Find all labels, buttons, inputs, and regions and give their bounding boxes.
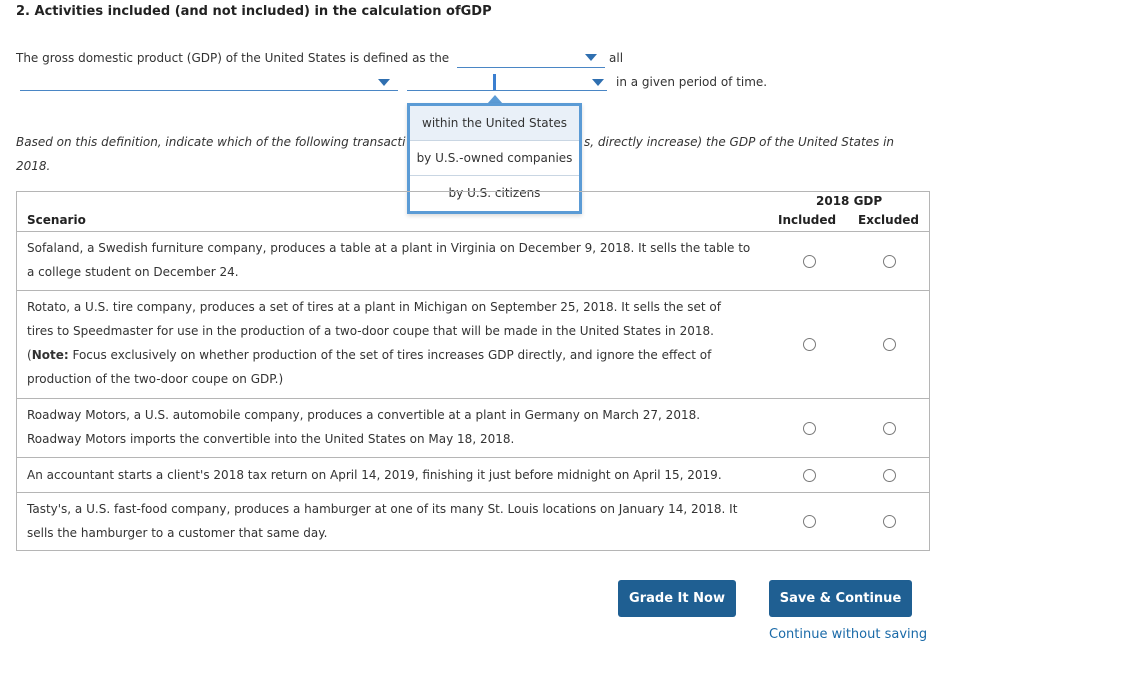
continue-without-saving-link[interactable]: Continue without saving — [769, 627, 928, 642]
save-continue-button[interactable]: Save & Continue — [769, 580, 912, 617]
included-radio[interactable] — [803, 422, 816, 435]
included-header: Included — [778, 213, 837, 227]
excluded-radio[interactable] — [883, 338, 896, 351]
text-cursor — [493, 74, 496, 90]
scenario-table — [16, 191, 930, 551]
definition-all: all — [609, 51, 624, 65]
instruction-text-a: Based on this definition, indicate which of the following transacti — [16, 135, 406, 149]
excluded-radio[interactable] — [883, 255, 896, 268]
scenario-line: production of the two-door coupe on GDP.) — [27, 372, 284, 386]
grade-it-now-button[interactable]: Grade It Now — [618, 580, 736, 617]
scenario-line: Rotato, a U.S. tire company, produces a set of tires at a plant in Michigan on September 25, 2018. It sells the set of — [27, 300, 721, 314]
table-row — [17, 492, 929, 550]
scenario-line: An accountant starts a client's 2018 tax return on April 14, 2019, finishing it just before midnight on April 15, 2019. — [27, 468, 722, 482]
scenario-header: Scenario — [27, 213, 86, 227]
dropdown-option-us-owned[interactable]: by U.S.-owned companies — [410, 141, 579, 176]
table-row — [17, 398, 929, 457]
dropdown-2-underline — [20, 90, 398, 91]
dropdown-1[interactable] — [457, 52, 605, 68]
note-label: Note: — [31, 348, 69, 362]
scenario-line: Roadway Motors, a U.S. automobile company, produces a convertible at a plant in Germany on March 27, 2018. — [27, 408, 701, 422]
table-row — [17, 231, 929, 290]
excluded-radio[interactable] — [883, 469, 896, 482]
dropdown-1-underline — [457, 67, 605, 68]
dropdown-3-underline — [407, 90, 607, 91]
included-radio[interactable] — [803, 338, 816, 351]
scenario-line: Tasty's, a U.S. fast-food company, produces a hamburger at one of its many St. Louis locations on January 14, 2018. It — [27, 502, 738, 516]
definition-sentence-end: in a given period of time. — [616, 75, 768, 89]
gdp-year-header: 2018 GDP — [816, 194, 883, 208]
scenario-line: tires to Speedmaster for use in the production of a two-door coupe that will be made in the United States in 2018. — [27, 324, 714, 338]
table-row — [17, 290, 929, 398]
question-title: 2. Activities included (and not included) in the calculation ofGDP — [16, 4, 492, 19]
scenario-line: sells the hamburger to a customer that same day. — [27, 526, 328, 540]
excluded-radio[interactable] — [883, 515, 896, 528]
scenario-line: Sofaland, a Swedish furniture company, produces a table at a plant in Virginia on December 9, 2018. It sells the table to — [27, 241, 751, 255]
included-radio[interactable] — [803, 515, 816, 528]
scenario-line: Focus exclusively on whether production of the set of tires increases GDP directly, and ignore the effect of — [68, 348, 712, 362]
included-radio[interactable] — [803, 469, 816, 482]
dropdown-option-us-citizens[interactable]: by U.S. citizens — [448, 186, 541, 200]
table-row — [17, 457, 929, 492]
chevron-down-icon — [378, 79, 390, 86]
definition-sentence-start: The gross domestic product (GDP) of the United States is defined as the — [16, 51, 450, 65]
dropdown-3[interactable] — [407, 74, 607, 92]
included-radio[interactable] — [803, 255, 816, 268]
scenario-note-line: (Note: Focus exclusively on whether production of the set of tires increases GDP directly, and ignore the effect of — [27, 348, 712, 362]
scenario-line: a college student on December 24. — [27, 265, 239, 279]
dropdown-2[interactable] — [20, 76, 398, 92]
chevron-down-icon — [585, 54, 597, 61]
scenario-line: Roadway Motors imports the convertible into the United States on May 18, 2018. — [27, 432, 515, 446]
excluded-radio[interactable] — [883, 422, 896, 435]
chevron-down-icon — [592, 79, 604, 86]
instruction-text-b: s, directly increase) the GDP of the United States in — [584, 135, 895, 149]
instruction-text-line2: 2018. — [16, 159, 51, 173]
dropdown-option-within-us[interactable]: within the United States — [410, 106, 579, 141]
excluded-header: Excluded — [858, 213, 920, 227]
